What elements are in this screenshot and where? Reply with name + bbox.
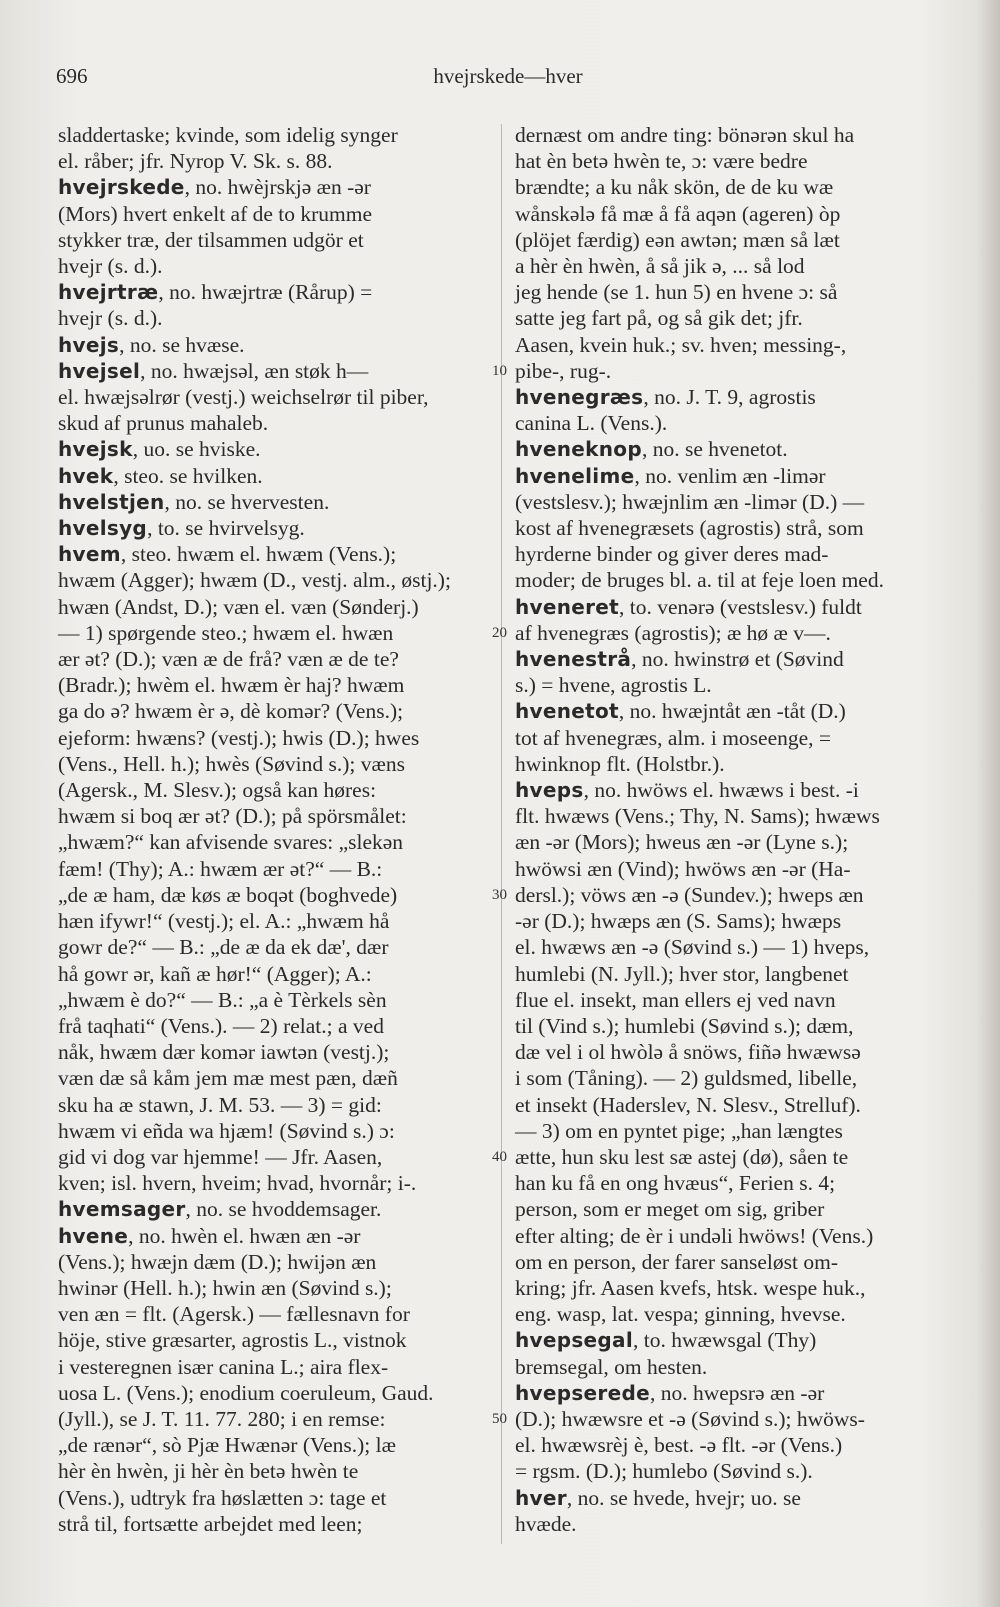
text-line bbox=[515, 1380, 951, 1406]
text-line: væn dæ så kåm jem mæ mest pæn, dæñ bbox=[58, 1066, 398, 1091]
text-line: flue el. insekt, man ellers ej ved navn bbox=[515, 987, 836, 1012]
text-line: moder; de bruges bl. a. til at feje loen med. bbox=[515, 568, 884, 593]
entry-text: , uo. se hviske. bbox=[132, 437, 261, 462]
text-line: (plöjet færdig) eən awtən; mæn så læt bbox=[515, 227, 840, 252]
entry-text: , no. se hvede, hvejr; uo. se bbox=[566, 1485, 801, 1510]
text-line: kost af hvenegræsets (agrostis) strå, som bbox=[515, 516, 864, 541]
text-line bbox=[58, 332, 488, 358]
entry-text: , to. se hvirvelsyg. bbox=[147, 516, 305, 541]
text-line bbox=[58, 489, 488, 515]
text-line: hvæde. bbox=[515, 1511, 577, 1536]
entry-text: , to. hwæwsgal (Thy) bbox=[633, 1328, 817, 1353]
text-line bbox=[58, 279, 488, 305]
text-line: bremsegal, om hesten. bbox=[515, 1354, 708, 1379]
text-line: canina L. (Vens.). bbox=[515, 411, 668, 436]
text-line: — 3) om en pyntet pige; „han længtes bbox=[515, 1118, 843, 1143]
text-line: „de rænər“, sò Pjæ Hwænər (Vens.); læ bbox=[58, 1433, 396, 1458]
entry-text: , steo. se hvilken. bbox=[113, 463, 263, 488]
text-line: (D.); hwæwsre et -ə (Søvind s.); hwöws- bbox=[515, 1406, 865, 1431]
headword: hvepsegal bbox=[515, 1328, 633, 1353]
text-line: hwæm si boq ær ət? (D.); på spörsmålet: bbox=[58, 804, 407, 829]
text-line: pibe-, rug-. bbox=[515, 358, 612, 383]
text-line: hwæn (Andst, D.); væn el. væn (Sønderj.) bbox=[58, 594, 419, 619]
left-column bbox=[58, 122, 488, 1537]
headword: hvelsyg bbox=[58, 516, 148, 541]
entry-text: , no. hwèjrskjə æn -ər bbox=[184, 175, 371, 200]
text-line: ga do ə? hwæm èr ə, dè komər? (Vens.); bbox=[58, 699, 404, 724]
text-line bbox=[58, 1223, 488, 1249]
text-line: gowr de?“ — B.: „de æ da ek dæ', dær bbox=[58, 935, 389, 960]
text-line: hyrderne binder og giver deres mad- bbox=[515, 542, 829, 567]
text-line: — 1) spørgende steo.; hwæm el. hwæn bbox=[58, 620, 394, 645]
text-line bbox=[58, 436, 488, 462]
text-line: tot af hvenegræs, alm. i moseenge, = bbox=[515, 725, 832, 750]
text-line: ejeform: hwæns? (vestj.); hwis (D.); hwes bbox=[58, 725, 420, 750]
entry-text: , to. venərə (vestslesv.) fuldt bbox=[619, 594, 862, 619]
headword: hvenestrå bbox=[515, 647, 632, 672]
line-number: 50 bbox=[492, 1410, 507, 1427]
text-line: han ku få en ong hvæus“, Ferien s. 4; bbox=[515, 1171, 836, 1196]
headword: hvenelime bbox=[515, 463, 635, 488]
text-line bbox=[515, 463, 951, 489]
text-line: höje, stive græsarter, agrostis L., vistnok bbox=[58, 1328, 407, 1353]
text-line: hwinər (Hell. h.); hwin æn (Søvind s.); bbox=[58, 1275, 392, 1300]
text-line: hwöwsi æn (Vind); hwöws æn -ər (Ha- bbox=[515, 856, 851, 881]
text-line bbox=[58, 515, 488, 541]
page-header bbox=[56, 64, 960, 94]
text-line: brændte; a ku nåk skön, de de ku wæ bbox=[515, 175, 834, 200]
text-line: Aasen, kvein huk.; sv. hven; messing-, bbox=[515, 332, 847, 357]
column-divider bbox=[501, 124, 502, 1544]
text-line: hvejr (s. d.). bbox=[58, 254, 163, 279]
text-line: hwæm vi eñda wa hjæm! (Søvind s.) ɔ: bbox=[58, 1118, 395, 1143]
entry-text: , no. hwinstrø et (Søvind bbox=[631, 647, 844, 672]
text-line: (Vens.), udtryk fra høslætten ɔ: tage et bbox=[58, 1485, 387, 1510]
text-line: „hwæm è do?“ — B.: „a è Tèrkels sèn bbox=[58, 987, 387, 1012]
text-line: hwæm (Agger); hwæm (D., vestj. alm., østj.); bbox=[58, 568, 451, 593]
text-line: af hvenegræs (agrostis); æ hø æ v—. bbox=[515, 620, 831, 645]
text-line: person, som er meget om sig, griber bbox=[515, 1197, 825, 1222]
text-line: satte jeg fart på, og så gik det; jfr. bbox=[515, 306, 803, 331]
text-line: (Mors) hvert enkelt af de to krumme bbox=[58, 201, 373, 226]
page-edge-shadow bbox=[976, 0, 1000, 1607]
text-line bbox=[58, 541, 488, 567]
text-line: (Jyll.), se J. T. 11. 77. 280; i en remse: bbox=[58, 1406, 386, 1431]
text-line: „de æ ham, dæ køs æ boqət (boghvede) bbox=[58, 882, 398, 907]
entry-text: , no. J. T. 9, agrostis bbox=[643, 385, 816, 410]
text-line: hå gowr ər, kañ æ hør!“ (Agger); A.: bbox=[58, 961, 372, 986]
line-number: 40 bbox=[492, 1148, 507, 1165]
text-line: kring; jfr. Aasen kvefs, htsk. wespe huk., bbox=[515, 1275, 866, 1300]
headword: hvejsk bbox=[58, 437, 133, 462]
text-line bbox=[515, 1485, 951, 1511]
entry-text: , no. se hvervesten. bbox=[164, 489, 330, 514]
text-line: hwinknop flt. (Holstbr.). bbox=[515, 751, 725, 776]
text-line: el. hwæjsəlrør (vestj.) weichselrør til piber, bbox=[58, 385, 429, 410]
text-line: ætte, hun sku lest sæ astej (dø), såen te bbox=[515, 1144, 849, 1169]
headword: hvepserede bbox=[515, 1380, 650, 1405]
text-line: (Bradr.); hwèm el. hwæm èr haj? hwæm bbox=[58, 673, 405, 698]
page-number: 696 bbox=[56, 64, 88, 88]
text-line bbox=[515, 777, 951, 803]
running-title: hvejrskede—hver bbox=[433, 64, 583, 88]
entry-text: , no. hwèn el. hwæn æn -ər bbox=[128, 1223, 361, 1248]
text-line: hèr èn hwèn, ji hèr èn betə hwèn te bbox=[58, 1459, 359, 1484]
text-line: i vesteregnen især canina L.; aira flex- bbox=[58, 1354, 389, 1379]
headword: hvenegræs bbox=[515, 385, 644, 410]
text-line: wånskələ få mæ å få aqən (ageren) òp bbox=[515, 201, 841, 226]
text-line: a hèr èn hwèn, å så jik ə, ... så lod bbox=[515, 254, 805, 279]
headword: hvejsel bbox=[58, 358, 141, 383]
entry-text: , no. venlim æn -limər bbox=[634, 463, 826, 488]
text-line: dersl.); vöws æn -ə (Sundev.); hweps æn bbox=[515, 882, 864, 907]
text-line bbox=[515, 1327, 951, 1353]
headword: hvejrskede bbox=[58, 175, 185, 200]
text-line: jeg hende (se 1. hun 5) en hvene ɔ: så bbox=[515, 280, 838, 305]
text-line: el. hwæwsrèj è, best. -ə flt. -ər (Vens.) bbox=[515, 1433, 843, 1458]
headword: hvemsager bbox=[58, 1197, 186, 1222]
entry-text: , no. hwepsrə æn -ər bbox=[649, 1380, 825, 1405]
headword: hvejs bbox=[58, 332, 120, 357]
text-line: hat èn betə hwèn te, ɔ: være bedre bbox=[515, 149, 808, 174]
text-line: sku ha æ stawn, J. M. 53. — 3) = gid: bbox=[58, 1092, 382, 1117]
headword: hvem bbox=[58, 542, 121, 567]
text-line: nåk, hwæm dær komər iawtən (vestj.); bbox=[58, 1040, 390, 1065]
text-line: stykker træ, der tilsammen udgör et bbox=[58, 227, 364, 252]
text-line: ær ət? (D.); væn æ de frå? væn æ de te? bbox=[58, 647, 399, 672]
text-line: flt. hwæws (Vens.; Thy, N. Sams); hwæws bbox=[515, 804, 880, 829]
text-line: æn -ər (Mors); hweus æn -ər (Lyne s.); bbox=[515, 830, 849, 855]
text-line: om en person, der farer sanseløst om- bbox=[515, 1249, 838, 1274]
entry-text: , no. hwæjntåt æn -tåt (D.) bbox=[618, 699, 846, 724]
text-line: kven; isl. hvern, hveim; hvad, hvornår; i-. bbox=[58, 1171, 417, 1196]
text-line: hæn ifywr!“ (vestj.); el. A.: „hwæm hå bbox=[58, 909, 390, 934]
text-line: -ər (D.); hwæps æn (S. Sams); hwæps bbox=[515, 909, 842, 934]
text-line: hvejr (s. d.). bbox=[58, 306, 163, 331]
text-line: efter alting; de èr i undəli hwöws! (Vens.) bbox=[515, 1223, 874, 1248]
text-line: = rgsm. (D.); humlebo (Søvind s.). bbox=[515, 1459, 813, 1484]
text-line: uosa L. (Vens.); enodium coeruleum, Gaud. bbox=[58, 1380, 434, 1405]
text-line bbox=[515, 646, 951, 672]
text-line: skud af prunus mahaleb. bbox=[58, 411, 269, 436]
entry-text: , no. hwæjsəl, æn støk h— bbox=[140, 358, 369, 383]
text-line: strå til, fortsætte arbejdet med leen; bbox=[58, 1511, 363, 1536]
entry-text: , no. se hvæse. bbox=[119, 332, 245, 357]
text-line: sladdertaske; kvinde, som idelig synger bbox=[58, 123, 398, 147]
text-line: dernæst om andre ting: bönərən skul ha bbox=[515, 123, 855, 147]
entry-text: , no. se hvenetot. bbox=[641, 437, 788, 462]
text-line bbox=[58, 174, 488, 200]
entry-text: , no. hwæjrtræ (Rårup) = bbox=[158, 280, 373, 305]
headword: hveps bbox=[515, 778, 584, 803]
text-line bbox=[515, 384, 951, 410]
line-number: 30 bbox=[492, 886, 507, 903]
text-line: i som (Tåning). — 2) guldsmed, libelle, bbox=[515, 1066, 858, 1091]
text-line: el. hwæws æn -ə (Søvind s.) — 1) hveps, bbox=[515, 935, 870, 960]
text-line bbox=[58, 1196, 488, 1222]
text-line: ven æn = flt. (Agersk.) — fællesnavn for bbox=[58, 1302, 410, 1327]
text-line: til (Vind s.); humlebi (Søvind s.); dæm, bbox=[515, 1013, 854, 1038]
text-line: eng. wasp, lat. vespa; ginning, hvevse. bbox=[515, 1302, 846, 1327]
text-line bbox=[515, 594, 951, 620]
text-line bbox=[515, 436, 951, 462]
entry-text: , no. se hvoddemsager. bbox=[185, 1197, 382, 1222]
text-line: (Vens., Hell. h.); hwès (Søvind s.); væns bbox=[58, 751, 405, 776]
headword: hvek bbox=[58, 463, 114, 488]
text-line: et insekt (Haderslev, N. Slesv., Strelluf). bbox=[515, 1092, 861, 1117]
text-line: fæm! (Thy); A.: hwæm ær ət?“ — B.: bbox=[58, 856, 383, 881]
text-line: (Vens.); hwæjn dæm (D.); hwijən æn bbox=[58, 1249, 377, 1274]
text-line: frå taqhati“ (Vens.). — 2) relat.; a ved bbox=[58, 1013, 384, 1038]
text-line: (vestslesv.); hwæjnlim æn -limər (D.) — bbox=[515, 489, 865, 514]
text-line: humlebi (N. Jyll.); hver stor, langbenet bbox=[515, 961, 849, 986]
headword: hver bbox=[515, 1485, 567, 1510]
text-line: dæ vel i ol hwòlə å snöws, fiñə hwæwsə bbox=[515, 1040, 861, 1065]
text-line: el. råber; jfr. Nyrop V. Sk. s. 88. bbox=[58, 149, 333, 174]
right-column bbox=[515, 122, 951, 1537]
entry-text: , no. hwöws el. hwæws i best. -i bbox=[583, 778, 859, 803]
text-line: gid vi dog var hjemme! — Jfr. Aasen, bbox=[58, 1144, 383, 1169]
headword: hveneknop bbox=[515, 437, 642, 462]
headword: hveneret bbox=[515, 594, 620, 619]
headword: hvejrtræ bbox=[58, 280, 159, 305]
entry-text: , steo. hwæm el. hwæm (Vens.); bbox=[120, 542, 397, 567]
text-line: s.) = hvene, agrostis L. bbox=[515, 673, 712, 698]
headword: hvene bbox=[58, 1223, 129, 1248]
text-line: (Agersk., M. Slesv.); også kan høres: bbox=[58, 778, 377, 803]
headword: hvelstjen bbox=[58, 489, 165, 514]
headword: hvenetot bbox=[515, 699, 619, 724]
text-line: „hwæm?“ kan afvisende svares: „slekən bbox=[58, 830, 404, 855]
line-number: 20 bbox=[492, 624, 507, 641]
text-line bbox=[58, 358, 488, 384]
line-number: 10 bbox=[492, 362, 507, 379]
text-line bbox=[515, 698, 951, 724]
text-line bbox=[58, 463, 488, 489]
